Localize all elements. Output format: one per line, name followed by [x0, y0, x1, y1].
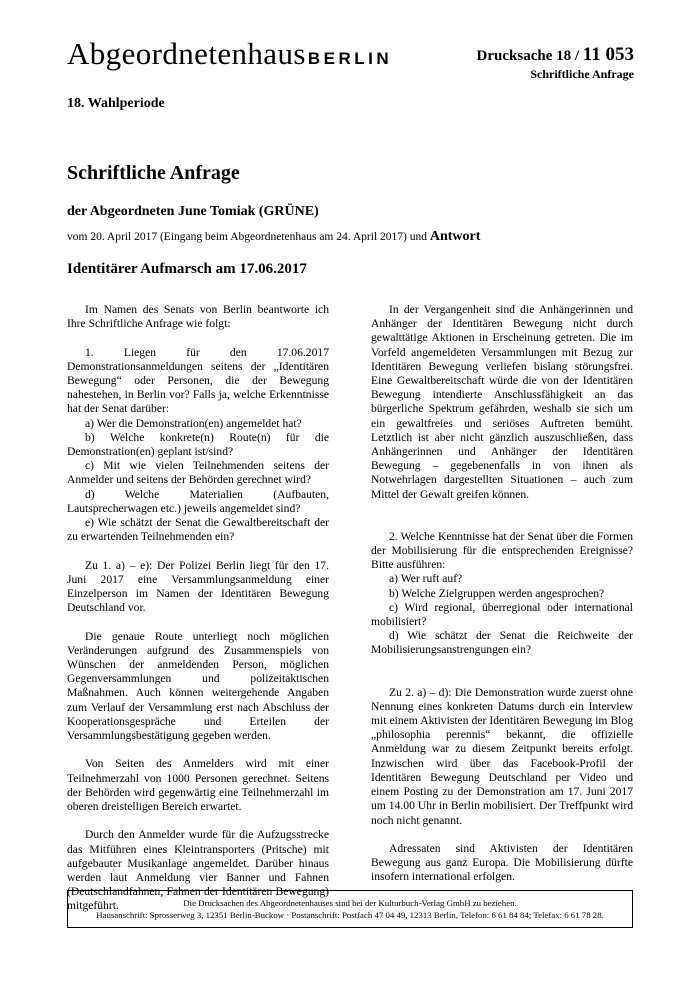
doc-type-label: Schriftliche Anfrage	[530, 67, 634, 81]
question-2b: b) Welche Zielgruppen werden angesprochen?	[389, 586, 605, 600]
question-1e: e) Wie schätzt der Senat die Gewaltbereitschaft der zu erwartenden Teilnehmenden ein?	[67, 516, 329, 544]
logo	[67, 38, 392, 69]
logo-word: Abgeordnetenhaus	[67, 36, 306, 71]
answer-1-paragraph: In der Vergangenheit sind die Anhängerinnen und Anhänger der Identitären Bewegung nicht durch gewalttätige Aktionen in Erscheinung getreten. Die im Vorfeld angemeldeten Versammlungen mit Bezug zur Identitären Bewegung verliefen bislang störungsfrei. Eine Gewaltbereitschaft würde die von der Identitären Bewegung intendierte Anschlussfähigkeit an das bürgerliche Spektrum gefährden, weshalb sie sich um ein gewaltfreies und seriöses Auftreten bemüht. Letztlich ist aber nicht gänzlich auszuschließen, dass Anhängerinnen und Anhänger der Identitären Bewegung – gegebenenfalls in von ihnen als Notwehrlagen dargestellten Situationen – auch zum Mittel der Gewalt greifen können.	[371, 303, 633, 501]
question-2a: a) Wer ruft auf?	[389, 572, 463, 586]
subject-heading: Identitärer Aufmarsch am 17.06.2017	[67, 261, 307, 277]
answer-1-paragraph: Durch den Anmelder wurde für die Aufzugsstrecke das Mitführen eines Kleintransporters (Pritsche) mit aufgebauter Musikanlage angemeldet. Darüber hinaus werden laut Anmeldung vier Banner und Fahnen (Deutschlandfahnen, Fahnen der Identitären Bewegung) mitgeführt.	[67, 828, 329, 913]
question-2c: c) Wird regional, überregional oder international mobilisiert?	[371, 600, 633, 629]
intro-paragraph: Im Namen des Senats von Berlin beantworte ich Ihre Schriftliche Anfrage wie folgt:	[67, 303, 329, 331]
date-line	[67, 229, 480, 245]
question-1c: c) Mit wie vielen Teilnehmenden seitens der Anmelder und seitens der Behörden gerechnet wird?	[67, 459, 329, 487]
answer-label: Antwort	[429, 229, 481, 244]
logo-city: BERLIN	[307, 49, 393, 68]
author-line: der Abgeordneten June Tomiak (GRÜNE)	[67, 204, 319, 219]
answer-1-paragraph: Die genaue Route unterliegt noch möglichen Veränderungen aufgrund des Zusammenspiels von Wünschen der anmeldenden Person, möglichen Gegenversammlungen und polizeitaktischen Maßnahmen. Auch können weitergehende Angaben zum Verlauf der Versammlung erst nach Abschluss der Kooperationsgespräche und Erteilen der Versammlungsbestätigung gegeben werden.	[67, 629, 329, 743]
question-1d: d) Welche Materialien (Aufbauten, Lautsprecherwagen etc.) jeweils angemeldet sind?	[67, 487, 329, 515]
question-2: 2. Welche Kenntnisse hat der Senat über die Formen der Mobilisierung für die entsprechenden Ereignisse? Bitte ausführen:	[371, 529, 633, 572]
drucksache-prefix: Drucksache 18 /	[476, 48, 580, 64]
answer-1-paragraph: Von Seiten des Anmelders wird mit einer Teilnehmerzahl von 1000 Personen gerechnet. Seitens der Behörden wird gegenwärtig eine Teilnehmerzahl im oberen dreistelligen Bereich erwartet.	[67, 757, 329, 814]
date-text: vom 20. April 2017 (Eingang beim Abgeordnetenhaus am 24. April 2017) und	[67, 231, 427, 243]
question-1: 1. Liegen für den 17.06.2017 Demonstrationsanmeldungen seitens der „Identitären Bewegung“ oder Personen, die der Bewegung nahestehen, in Berlin vor? Falls ja, welche Erkenntnisse hat der Senat darüber:	[67, 345, 329, 416]
footer-line: Die Drucksachen des Abgeordnetenhauses sind bei der Kulturbuch-Verlag GmbH zu beziehen.	[183, 898, 517, 908]
answer-1-paragraph: Zu 1. a) – e): Der Polizei Berlin liegt für den 17. Juni 2017 eine Versammlungsanmeldung einer Einzelperson im Namen der Identitären Bewegung Deutschland vor.	[67, 558, 329, 615]
footer-address: Hausanschrift: Sprosserweg 3, 12351 Berlin-Buckow · Postanschrift: Postfach 47 04 49, 12313 Berlin, Telefon: 6 61 84 84; Telefax: 6 61 78 28.	[96, 910, 604, 920]
drucksache-number	[477, 44, 634, 66]
answer-2-paragraph: Zu 2. a) – d): Die Demonstration wurde zuerst ohne Nennung eines konkreten Datums durch ein Interview mit einem Aktivisten der Identitären Bewegung im Blog „philosophia perennis“ bekannt, die offizielle Anmeldung war zu diesem Zeitpunkt bereits erfolgt. Inzwischen wird über das Facebook-Profil der Identitären Bewegung Deutschland per Video und einem Posting zu der Demonstration am 17. Juni 2017 um 14.00 Uhr in Berlin mobilisiert. Der Treffpunkt wird noch nicht genannt.	[371, 685, 633, 827]
left-column	[67, 303, 329, 928]
question-2d: d) Wie schätzt der Senat die Reichweite der Mobilisierungsanstrengungen ein?	[371, 629, 633, 657]
drucksache-id: 11 053	[582, 44, 634, 65]
right-column	[371, 303, 633, 899]
page-title: Schriftliche Anfrage	[67, 162, 240, 184]
legislative-period: 18. Wahlperiode	[67, 96, 165, 111]
question-1b: b) Welche konkrete(n) Route(n) für die Demonstration(en) geplant ist/sind?	[67, 430, 329, 459]
question-1a: a) Wer die Demonstration(en) angemeldet hat?	[85, 416, 302, 430]
footer-box	[67, 890, 633, 928]
answer-2-paragraph: Adressaten sind Aktivisten der Identitären Bewegung aus ganz Europa. Die Mobilisierung dürfte insofern international erfolgen.	[371, 841, 633, 884]
